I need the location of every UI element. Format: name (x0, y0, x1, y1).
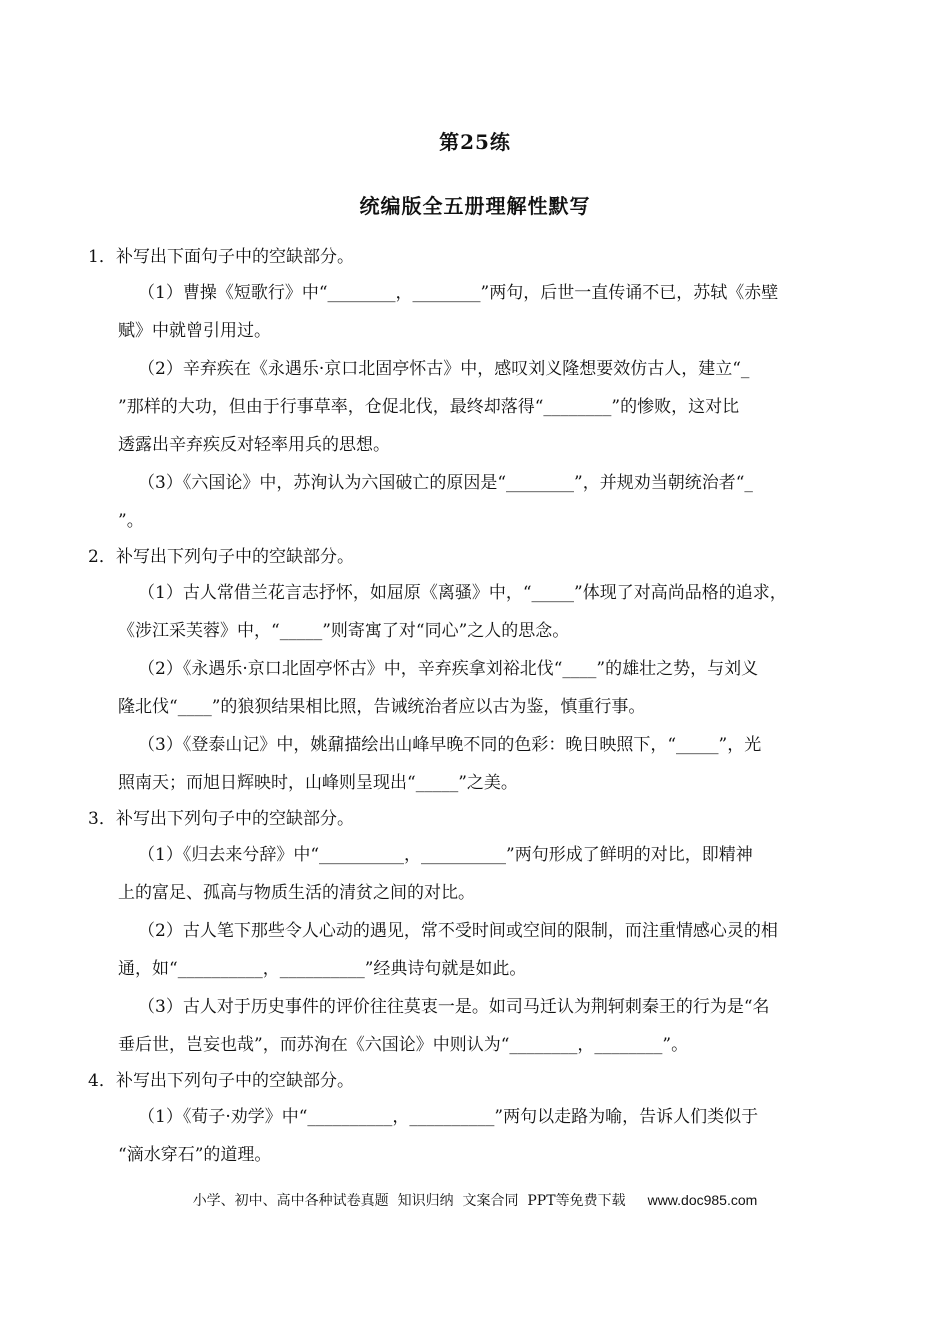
sub-question (118, 574, 868, 650)
sub-question-line: “滴水穿石”的道理。 (118, 1145, 272, 1165)
sub-question (118, 912, 868, 988)
sub-question-line: （2）《永遇乐·京口北固亭怀古》中，辛弃疾拿刘裕北伐“____”的雄壮之势，与刘义 (138, 659, 759, 679)
question-prompt: 补写出下面句子中的空缺部分。 (116, 247, 354, 267)
question-number: 2． (88, 547, 116, 567)
sub-question-line: （1）曹操《短歌行》中“________，________”两句，后世一直传诵不已，苏轼《赤壁 (138, 283, 779, 303)
sub-question (118, 274, 868, 350)
sub-question (118, 726, 868, 802)
question-block (88, 1064, 868, 1174)
sub-question (118, 464, 868, 540)
sub-question-line: 照南天；而旭日辉映时，山峰则呈现出“_____”之美。 (118, 773, 518, 793)
sub-question-line: ”那样的大功，但由于行事草率，仓促北伐，最终却落得“________”的惨败，这对比 (118, 397, 740, 417)
sub-question-line: 《涉江采芙蓉》中，“_____”则寄寓了对“同心”之人的思念。 (118, 621, 570, 641)
sub-question-line: （3）《登泰山记》中，姚鼐描绘出山峰早晚不同的色彩：晚日映照下，“_____”，光 (138, 735, 762, 755)
sub-question-line: （2）辛弃疾在《永遇乐·京口北固亭怀古》中，感叹刘义隆想要效仿古人，建立“_ (138, 359, 750, 379)
question-number: 4． (88, 1071, 116, 1091)
sub-question (118, 836, 868, 912)
question-heading (88, 240, 868, 274)
sub-question-line: 透露出辛弃疾反对轻率用兵的思想。 (118, 435, 390, 455)
sub-question (118, 1098, 868, 1174)
sub-question-line: 垂后世，岂妄也哉”，而苏洵在《六国论》中则认为“________，________”。 (118, 1035, 689, 1055)
question-number: 1． (88, 247, 116, 267)
question-heading (88, 1064, 868, 1098)
sub-question (118, 988, 868, 1064)
sub-question-line: （1）《归去来兮辞》中“__________，__________”两句形成了鲜明的对比，即精神 (138, 845, 753, 865)
sub-question (118, 350, 868, 464)
question-prompt: 补写出下列句子中的空缺部分。 (116, 809, 354, 829)
sub-question (118, 650, 868, 726)
sub-question-line: （1）古人常借兰花言志抒怀，如屈原《离骚》中，“_____”体现了对高尚品格的追求， (138, 583, 787, 603)
question-heading (88, 802, 868, 836)
question-prompt: 补写出下列句子中的空缺部分。 (116, 1071, 354, 1091)
sub-question-line: 赋》中就曾引用过。 (118, 321, 271, 341)
question-number: 3． (88, 809, 116, 829)
footer-text: 小学、初中、高中各种试卷真题 知识归纳 文案合同 PPT等免费下载 (192, 1193, 626, 1209)
question-block (88, 240, 868, 540)
sub-question-line: （1）《荀子·劝学》中“__________，__________”两句以走路为喻，告诉人们类似于 (138, 1107, 759, 1127)
question-block (88, 802, 868, 1064)
question-list (88, 240, 868, 1174)
sub-question-line: （3）古人对于历史事件的评价往往莫衷一是。如司马迁认为荆轲刺秦王的行为是“名 (138, 997, 770, 1017)
sub-question-line: 上的富足、孤高与物质生活的清贫之间的对比。 (118, 883, 475, 903)
question-block (88, 540, 868, 802)
question-prompt: 补写出下列句子中的空缺部分。 (116, 547, 354, 567)
sub-question-line: 隆北伐“____”的狼狈结果相比照，告诫统治者应以古为鉴，慎重行事。 (118, 697, 646, 717)
sub-question-line: 通，如“__________，__________”经典诗句就是如此。 (118, 959, 527, 979)
question-heading (88, 540, 868, 574)
page-subtitle: 统编版全五册理解性默写 (359, 194, 591, 218)
sub-question-line: ”。 (118, 511, 144, 531)
page-title: 第25练 (439, 130, 511, 154)
sub-question-line: （2）古人笔下那些令人心动的遇见，常不受时间或空间的限制，而注重情感心灵的相 (138, 921, 778, 941)
footer (0, 1190, 950, 1210)
sub-question-line: （3）《六国论》中，苏洵认为六国破亡的原因是“________”，并规劝当朝统治者“_ (138, 473, 753, 493)
footer-site: www.doc985.com (647, 1192, 758, 1208)
